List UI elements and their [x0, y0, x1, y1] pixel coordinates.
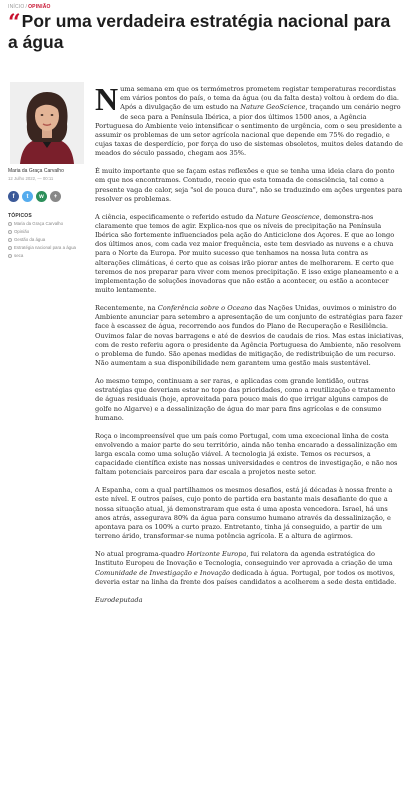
topic-link[interactable]	[8, 237, 90, 242]
paragraph-text: Roça o incompreensível que um país como Portugal, com uma excecional linha de costa envolvendo a maior parte do seu território, ainda não tenha encarado a dessalinização em larga escala como uma solução viável. A tecnologia já existe. Temos os recursos, a capacidade científica existe nas nossas universidades e centros de investigação, e não nos faltam potenciais parceiros para dar escala a projetos neste setor.	[95, 431, 398, 477]
paragraph-text: Ao mesmo tempo, continuam a ser raras, e aplicadas com grande lentidão, outras estratégias que deveriam estar no topo das prioridades, como a reutilização e tratamento de águas residuais (hoje, aproveitada para pouco mais do que irrigar alguns campos de golfe no Algarve) e a dessalinização de água do mar para fins agrícolas e de consumo humano.	[95, 377, 396, 422]
page-title-text: Por uma verdadeira estratégia nacional para a água	[8, 11, 391, 52]
tag-icon	[8, 254, 12, 258]
emphasized-text: Horizonte Europa	[186, 550, 247, 559]
twitter-share-button[interactable]: t	[22, 191, 33, 202]
author-photo	[10, 82, 84, 164]
topic-label: Gestão da água	[14, 237, 46, 242]
paragraph-text: Recentemente, na	[95, 304, 158, 313]
whatsapp-share-button[interactable]: w	[36, 191, 47, 202]
paragraph-text: dedicada à água. Portugal, por todos os motivos, deveria estar na linha da frente dos países candidatos a acolherem a sede desta entidade.	[95, 568, 397, 586]
tag-icon	[8, 230, 12, 234]
facebook-share-button[interactable]: f	[8, 191, 19, 202]
tag-icon	[8, 222, 12, 226]
article-paragraph	[95, 81, 404, 159]
topic-link[interactable]	[8, 245, 90, 250]
author-signoff: Eurodeputada	[95, 595, 143, 604]
topic-label: Maria da Graça Carvalho	[14, 221, 64, 226]
paragraph-text: das Nações Unidas, ouvimos o ministro do Ambiente anunciar para setembro a apresentação de um conjunto de estratégias para fazer face à escassez de água, recorrendo aos fundos do Plano de Recuperação e Resiliência. Ouvimos falar de novas barragens e até de desvios de caudais de rios. Mas estas iniciativas, com de resto referiu agora o presidente da Agência Portuguesa do Ambiente, não resolvem o problema de fundo. São apenas medidas de mitigação, de redistribuição de um recurso. Não aumentam a sua disponibilidade nem garantem uma gestão mais sustentável.	[95, 304, 404, 368]
breadcrumb-section-link[interactable]: OPINIÃO	[28, 4, 51, 10]
paragraph-text: A Espanha, com a qual partilhamos os mesmos desafios, está já décadas à nossa frente a este nível. E outros países, cujo ponto de partida era bastante mais desafiante do que a nossa situação atual, já demonstraram que esta é uma aposta vencedora. Israel, há uns anos atrás, assegurava 80% da água para consumo humano através da dessalinização, e apontava para os 100% a curto prazo. Entretanto, tinha já conseguido, a partir de um terreno árido, transformar-se numa potência agrícola. E a altura de agirmos.	[95, 486, 393, 541]
article-paragraph	[95, 304, 404, 368]
paragraph-text: , demonstra-nos claramente que temos de agir. Explica-nos que os níveis de precipitação na Península Ibérica são fortemente influenciados pela ação do Anticiclone dos Açores. E que ao longo dos últimos anos, com cada vez maior frequência, este tem desviado as nuvens e a chuva para o Norte da Europa. Por muito sucesso que tenhamos na nossa luta contra as alterações climáticas, é certo que as coisas irão piorar antes de melhorarem. E certo que teremos de nos preparar para viver com menos precipitação. E isso exige planeamento e a implementação de soluções inovadoras que não estão a acontecer, ou estão a acontecer muito lentamente.	[95, 212, 399, 295]
author-name[interactable]: Maria da Graça Carvalho	[8, 168, 64, 174]
topic-label: Estratégia nacional para a água	[14, 245, 77, 250]
article-paragraph	[95, 213, 404, 296]
article-date: 12 Julho 2022, — 00:11	[8, 176, 54, 181]
paragraph-text: A ciência, especificamente o referido estudo da	[95, 212, 256, 221]
dropcap-letter: N	[95, 81, 119, 117]
opinion-quote-icon: “	[8, 10, 19, 36]
paragraph-text: É muito importante que se façam estas reflexões e que se tenha uma ideia clara do ponto em que nos encontramos. Contudo, receio que esta tomada de consciência, tal como a presente vaga de calor, seja "sol de pouca dura", não se traduzindo em ações urgentes para resolver os problemas.	[95, 167, 403, 203]
topic-label: seca	[14, 253, 24, 258]
emphasized-text: Conferência sobre o Oceano	[157, 304, 253, 313]
tag-icon	[8, 238, 12, 242]
share-buttons	[8, 191, 90, 202]
topics-list	[8, 221, 90, 258]
paragraph-text: No atual programa-quadro	[95, 550, 187, 559]
emphasized-text: Nature GeoScience	[240, 103, 306, 112]
paragraph-text: , traçando um cenário negro de seca para a Península Ibérica, a pior dos últimos 1500 anos, a Agência Portuguesa do Ambiente veio intensificar o sentimento de urgência, com o seu presidente a assumir os problemas de um setor agrícola nacional que depende em 75% do regadio, e cujas taxas de desperdício, por força do uso de sistemas obsoletos, muitos deles datando de meados do século passado, chegam aos 35%.	[95, 103, 403, 158]
topics-title: TÓPICOS	[8, 213, 32, 219]
article-paragraph	[95, 167, 404, 204]
page-title	[8, 12, 404, 52]
topic-link[interactable]	[8, 253, 90, 258]
article-sidebar	[8, 82, 90, 261]
breadcrumb-separator: /	[25, 4, 28, 10]
emphasized-text: Nature Geoscience	[255, 212, 320, 221]
emphasized-text: Comunidade de Investigação e Inovação	[95, 568, 230, 577]
article-paragraph	[95, 486, 404, 541]
topic-label: Opinião	[14, 229, 30, 234]
article-paragraph	[95, 550, 404, 587]
topic-link[interactable]	[8, 221, 90, 226]
breadcrumb-home-link[interactable]: INÍCIO	[8, 4, 25, 10]
paragraph-text: , fui relatora da agenda estratégica do Instituto Europeu de Inovação e Tecnologia, conseguindo ver aprovada a criação de uma	[95, 550, 393, 568]
article-body	[95, 81, 404, 613]
paragraph-text: uma semana em que os termómetros prometem registar temperaturas recordistas em vários pontos do país, o tema da água (ou da falta desta) voltou à ordem do dia. Após a divulgação de um estudo na	[120, 85, 400, 112]
topic-link[interactable]	[8, 229, 90, 234]
tag-icon	[8, 246, 12, 250]
more-share-button[interactable]: +	[50, 191, 61, 202]
article-paragraph	[95, 377, 404, 423]
article-paragraph	[95, 432, 404, 478]
